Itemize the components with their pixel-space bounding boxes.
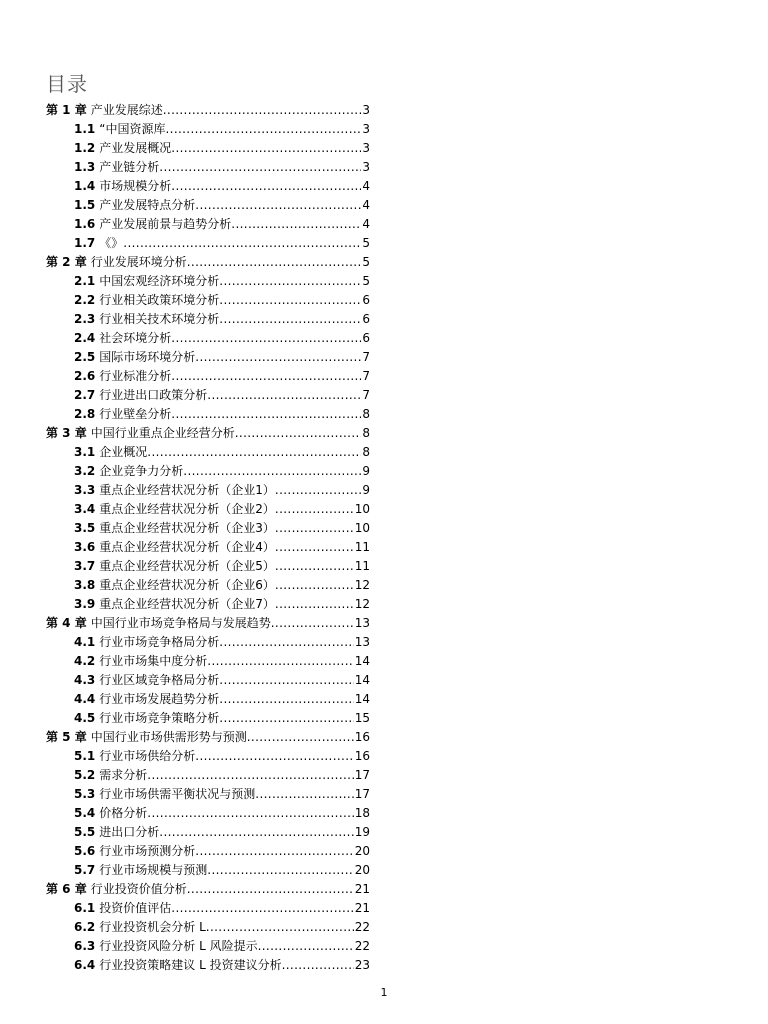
toc-entry-title: 中国行业市场竞争格局与发展趋势 bbox=[90, 616, 271, 630]
toc-entry-page: 7 bbox=[362, 388, 370, 402]
toc-section-entry[interactable] bbox=[46, 652, 370, 671]
toc-section-entry[interactable] bbox=[46, 500, 370, 519]
toc-entry-title: 中国宏观经济环境分析 bbox=[99, 274, 220, 288]
dot-leader bbox=[275, 595, 354, 614]
toc-entry-number: 第 1 章 bbox=[46, 103, 87, 117]
toc-entry-title: 企业竞争力分析 bbox=[99, 464, 184, 478]
dot-leader bbox=[275, 481, 361, 500]
toc-entry-number: 第 5 章 bbox=[46, 730, 87, 744]
toc-entry-title: 行业相关政策环境分析 bbox=[99, 293, 220, 307]
dot-leader bbox=[147, 804, 353, 823]
toc-entry-title: 企业概况 bbox=[99, 445, 148, 459]
dot-leader bbox=[171, 139, 361, 158]
toc-entry-title: 产业链分析 bbox=[99, 160, 160, 174]
toc-entry-title: 行业市场发展趋势分析 bbox=[99, 692, 220, 706]
toc-entry-number: 3.3 bbox=[74, 483, 96, 497]
toc-entry-title: 重点企业经营状况分析（企业1） bbox=[99, 483, 275, 497]
toc-entry-title: 《》 bbox=[99, 236, 124, 250]
toc-entry-page: 22 bbox=[354, 920, 370, 934]
toc-entry-number: 2.8 bbox=[74, 407, 96, 421]
toc-entry-number: 5.4 bbox=[74, 806, 96, 820]
toc-entry-page: 12 bbox=[354, 597, 370, 611]
toc-section-entry[interactable] bbox=[46, 690, 370, 709]
toc-entry-page: 6 bbox=[362, 312, 370, 326]
toc-list bbox=[46, 101, 370, 975]
toc-entry-page: 15 bbox=[354, 711, 370, 725]
toc-entry-title: 行业市场供需平衡状况与预测 bbox=[99, 787, 256, 801]
toc-entry-page: 16 bbox=[354, 749, 370, 763]
toc-entry-number: 2.6 bbox=[74, 369, 96, 383]
toc-entry-title: 行业市场供给分析 bbox=[99, 749, 196, 763]
toc-entry-number: 5.3 bbox=[74, 787, 96, 801]
toc-entry-page: 5 bbox=[362, 274, 370, 288]
toc-entry-page: 13 bbox=[354, 635, 370, 649]
toc-entry-number: 1.4 bbox=[74, 179, 96, 193]
toc-entry-number: 2.4 bbox=[74, 331, 96, 345]
toc-entry-number: 3.7 bbox=[74, 559, 96, 573]
dot-leader bbox=[207, 861, 353, 880]
toc-entry-title: “中国资源库 bbox=[99, 122, 166, 136]
toc-section-entry[interactable] bbox=[46, 747, 370, 766]
dot-leader bbox=[258, 937, 354, 956]
toc-section-entry[interactable] bbox=[46, 576, 370, 595]
toc-entry-page: 21 bbox=[354, 901, 370, 915]
dot-leader bbox=[282, 956, 354, 975]
toc-entry-number: 1.6 bbox=[74, 217, 96, 231]
toc-entry-page: 12 bbox=[354, 578, 370, 592]
toc-entry-title: 行业相关技术环境分析 bbox=[99, 312, 220, 326]
toc-entry-title: 行业标准分析 bbox=[99, 369, 172, 383]
toc-entry-title: 中国行业重点企业经营分析 bbox=[90, 426, 235, 440]
toc-entry-number: 2.3 bbox=[74, 312, 96, 326]
toc-section-entry[interactable] bbox=[46, 291, 370, 310]
toc-entry-page: 5 bbox=[362, 236, 370, 250]
toc-entry-page: 7 bbox=[362, 350, 370, 364]
toc-entry-page: 3 bbox=[362, 141, 370, 155]
dot-leader bbox=[183, 462, 361, 481]
toc-chapter-entry[interactable] bbox=[46, 880, 370, 899]
dot-leader bbox=[207, 652, 353, 671]
toc-entry-number: 3.5 bbox=[74, 521, 96, 535]
toc-entry-page: 14 bbox=[354, 692, 370, 706]
toc-section-entry[interactable] bbox=[46, 918, 370, 937]
toc-entry-title: 产业发展前景与趋势分析 bbox=[99, 217, 232, 231]
toc-section-entry[interactable] bbox=[46, 709, 370, 728]
toc-entry-title: 行业市场竞争格局分析 bbox=[99, 635, 220, 649]
dot-leader bbox=[219, 310, 361, 329]
toc-entry-number: 3.4 bbox=[74, 502, 96, 516]
toc-entry-page: 17 bbox=[354, 768, 370, 782]
dot-leader bbox=[171, 899, 353, 918]
toc-entry-title: 行业投资机会分析 L bbox=[99, 920, 206, 934]
toc-entry-number: 5.5 bbox=[74, 825, 96, 839]
dot-leader bbox=[255, 785, 353, 804]
toc-entry-title: 社会环境分析 bbox=[99, 331, 172, 345]
toc-entry-page: 20 bbox=[354, 844, 370, 858]
toc-entry-page: 19 bbox=[354, 825, 370, 839]
toc-entry-page: 9 bbox=[362, 464, 370, 478]
toc-entry-title: 价格分析 bbox=[99, 806, 148, 820]
toc-entry-title: 行业投资价值分析 bbox=[90, 882, 187, 896]
toc-entry-page: 16 bbox=[354, 730, 370, 744]
toc-entry-title: 产业发展综述 bbox=[90, 103, 163, 117]
toc-entry-title: 行业市场规模与预测 bbox=[99, 863, 208, 877]
dot-leader bbox=[275, 519, 354, 538]
toc-section-entry[interactable] bbox=[46, 671, 370, 690]
toc-entry-number: 3.1 bbox=[74, 445, 96, 459]
toc-entry-title: 重点企业经营状况分析（企业4） bbox=[99, 540, 275, 554]
toc-section-entry[interactable] bbox=[46, 177, 370, 196]
dot-leader bbox=[219, 633, 353, 652]
toc-entry-page: 3 bbox=[362, 160, 370, 174]
toc-entry-page: 4 bbox=[362, 179, 370, 193]
toc-entry-page: 5 bbox=[362, 255, 370, 269]
toc-entry-number: 1.7 bbox=[74, 236, 96, 250]
toc-entry-title: 行业市场预测分析 bbox=[99, 844, 196, 858]
toc-entry-title: 重点企业经营状况分析（企业6） bbox=[99, 578, 275, 592]
toc-section-entry[interactable] bbox=[46, 215, 370, 234]
dot-leader bbox=[171, 329, 361, 348]
toc-entry-number: 第 6 章 bbox=[46, 882, 87, 896]
toc-entry-page: 4 bbox=[362, 198, 370, 212]
toc-entry-number: 1.5 bbox=[74, 198, 96, 212]
toc-section-entry[interactable] bbox=[46, 348, 370, 367]
dot-leader bbox=[206, 918, 354, 937]
toc-section-entry[interactable] bbox=[46, 329, 370, 348]
toc-section-entry[interactable] bbox=[46, 139, 370, 158]
toc-entry-number: 2.7 bbox=[74, 388, 96, 402]
toc-section-entry[interactable] bbox=[46, 272, 370, 291]
toc-section-entry[interactable] bbox=[46, 557, 370, 576]
toc-entry-title: 行业进出口政策分析 bbox=[99, 388, 208, 402]
toc-entry-page: 11 bbox=[354, 559, 370, 573]
toc-entry-number: 5.2 bbox=[74, 768, 96, 782]
toc-entry-number: 4.4 bbox=[74, 692, 96, 706]
toc-section-entry[interactable] bbox=[46, 937, 370, 956]
toc-entry-title: 进出口分析 bbox=[99, 825, 160, 839]
toc-entry-title: 需求分析 bbox=[99, 768, 148, 782]
toc-entry-page: 20 bbox=[354, 863, 370, 877]
toc-entry-number: 4.3 bbox=[74, 673, 96, 687]
toc-entry-title: 重点企业经营状况分析（企业3） bbox=[99, 521, 275, 535]
toc-section-entry[interactable] bbox=[46, 367, 370, 386]
toc-section-entry[interactable] bbox=[46, 519, 370, 538]
dot-leader bbox=[231, 215, 361, 234]
dot-leader bbox=[171, 405, 361, 424]
toc-entry-title: 行业壁垒分析 bbox=[99, 407, 172, 421]
toc-entry-title: 行业发展环境分析 bbox=[90, 255, 187, 269]
dot-leader bbox=[275, 576, 354, 595]
toc-entry-number: 6.3 bbox=[74, 939, 96, 953]
dot-leader bbox=[187, 880, 354, 899]
toc-section-entry[interactable] bbox=[46, 899, 370, 918]
toc-entry-page: 11 bbox=[354, 540, 370, 554]
toc-entry-title: 行业区域竞争格局分析 bbox=[99, 673, 220, 687]
toc-section-entry[interactable] bbox=[46, 462, 370, 481]
dot-leader bbox=[147, 766, 353, 785]
toc-entry-number: 4.2 bbox=[74, 654, 96, 668]
toc-entry-number: 1.3 bbox=[74, 160, 96, 174]
toc-entry-page: 7 bbox=[362, 369, 370, 383]
dot-leader bbox=[171, 177, 361, 196]
dot-leader bbox=[235, 424, 362, 443]
dot-leader bbox=[195, 747, 353, 766]
toc-section-entry[interactable] bbox=[46, 234, 370, 253]
toc-section-entry[interactable] bbox=[46, 823, 370, 842]
toc-entry-number: 6.1 bbox=[74, 901, 96, 915]
toc-entry-title: 重点企业经营状况分析（企业2） bbox=[99, 502, 275, 516]
toc-chapter-entry[interactable] bbox=[46, 424, 370, 443]
toc-entry-number: 第 3 章 bbox=[46, 426, 87, 440]
dot-leader bbox=[219, 671, 353, 690]
toc-chapter-entry[interactable] bbox=[46, 614, 370, 633]
toc-entry-page: 6 bbox=[362, 331, 370, 345]
dot-leader bbox=[195, 196, 361, 215]
toc-section-entry[interactable] bbox=[46, 405, 370, 424]
toc-section-entry[interactable] bbox=[46, 766, 370, 785]
toc-entry-page: 3 bbox=[362, 122, 370, 136]
toc-entry-page: 23 bbox=[354, 958, 370, 972]
toc-entry-number: 5.7 bbox=[74, 863, 96, 877]
toc-entry-page: 21 bbox=[354, 882, 370, 896]
dot-leader bbox=[275, 538, 354, 557]
toc-entry-number: 3.2 bbox=[74, 464, 96, 478]
dot-leader bbox=[275, 557, 354, 576]
toc-chapter-entry[interactable] bbox=[46, 728, 370, 747]
toc-entry-number: 1.1 bbox=[74, 122, 96, 136]
dot-leader bbox=[187, 253, 362, 272]
toc-section-entry[interactable] bbox=[46, 804, 370, 823]
toc-entry-title: 行业投资风险分析 L 风险提示 bbox=[99, 939, 258, 953]
toc-section-entry[interactable] bbox=[46, 595, 370, 614]
toc-title: 目录 bbox=[46, 72, 88, 96]
dot-leader bbox=[219, 291, 361, 310]
dot-leader bbox=[247, 728, 354, 747]
dot-leader bbox=[219, 690, 353, 709]
toc-entry-title: 行业市场竞争策略分析 bbox=[99, 711, 220, 725]
toc-section-entry[interactable] bbox=[46, 120, 370, 139]
page-number: 1 bbox=[380, 986, 388, 999]
toc-section-entry[interactable] bbox=[46, 861, 370, 880]
toc-chapter-entry[interactable] bbox=[46, 101, 370, 120]
toc-entry-page: 3 bbox=[362, 103, 370, 117]
toc-entry-title: 国际市场环境分析 bbox=[99, 350, 196, 364]
toc-section-entry[interactable] bbox=[46, 538, 370, 557]
dot-leader bbox=[165, 120, 361, 139]
toc-entry-title: 重点企业经营状况分析（企业7） bbox=[99, 597, 275, 611]
toc-section-entry[interactable] bbox=[46, 481, 370, 500]
toc-entry-number: 4.1 bbox=[74, 635, 96, 649]
toc-chapter-entry[interactable] bbox=[46, 253, 370, 272]
toc-entry-number: 2.1 bbox=[74, 274, 96, 288]
toc-entry-number: 6.2 bbox=[74, 920, 96, 934]
dot-leader bbox=[159, 158, 361, 177]
toc-entry-number: 3.9 bbox=[74, 597, 96, 611]
toc-section-entry[interactable] bbox=[46, 196, 370, 215]
toc-entry-page: 9 bbox=[362, 483, 370, 497]
toc-entry-page: 8 bbox=[362, 426, 370, 440]
toc-entry-page: 22 bbox=[354, 939, 370, 953]
dot-leader bbox=[123, 234, 361, 253]
dot-leader bbox=[219, 272, 361, 291]
toc-entry-title: 行业市场集中度分析 bbox=[99, 654, 208, 668]
toc-entry-page: 14 bbox=[354, 673, 370, 687]
toc-entry-number: 5.1 bbox=[74, 749, 96, 763]
toc-section-entry[interactable] bbox=[46, 956, 370, 975]
toc-entry-title: 市场规模分析 bbox=[99, 179, 172, 193]
toc-entry-page: 6 bbox=[362, 293, 370, 307]
toc-entry-page: 10 bbox=[354, 502, 370, 516]
toc-entry-page: 18 bbox=[354, 806, 370, 820]
dot-leader bbox=[171, 367, 361, 386]
dot-leader bbox=[163, 101, 362, 120]
toc-entry-number: 5.6 bbox=[74, 844, 96, 858]
toc-entry-page: 14 bbox=[354, 654, 370, 668]
dot-leader bbox=[195, 348, 361, 367]
toc-entry-page: 8 bbox=[362, 445, 370, 459]
toc-entry-page: 17 bbox=[354, 787, 370, 801]
toc-entry-number: 1.2 bbox=[74, 141, 96, 155]
toc-entry-number: 2.2 bbox=[74, 293, 96, 307]
toc-entry-title: 产业发展概况 bbox=[99, 141, 172, 155]
toc-section-entry[interactable] bbox=[46, 158, 370, 177]
toc-section-entry[interactable] bbox=[46, 785, 370, 804]
toc-entry-page: 13 bbox=[354, 616, 370, 630]
toc-entry-title: 产业发展特点分析 bbox=[99, 198, 196, 212]
toc-entry-title: 行业投资策略建议 L 投资建议分析 bbox=[99, 958, 282, 972]
toc-entry-title: 中国行业市场供需形势与预测 bbox=[90, 730, 247, 744]
dot-leader bbox=[275, 500, 354, 519]
toc-entry-number: 第 4 章 bbox=[46, 616, 87, 630]
toc-entry-page: 10 bbox=[354, 521, 370, 535]
toc-entry-number: 2.5 bbox=[74, 350, 96, 364]
toc-section-entry[interactable] bbox=[46, 386, 370, 405]
toc-entry-number: 4.5 bbox=[74, 711, 96, 725]
toc-section-entry[interactable] bbox=[46, 310, 370, 329]
dot-leader bbox=[271, 614, 354, 633]
toc-entry-page: 8 bbox=[362, 407, 370, 421]
toc-entry-number: 3.8 bbox=[74, 578, 96, 592]
toc-section-entry[interactable] bbox=[46, 443, 370, 462]
dot-leader bbox=[219, 709, 353, 728]
toc-entry-title: 投资价值评估 bbox=[99, 901, 172, 915]
toc-section-entry[interactable] bbox=[46, 633, 370, 652]
dot-leader bbox=[147, 443, 361, 462]
toc-entry-number: 3.6 bbox=[74, 540, 96, 554]
dot-leader bbox=[195, 842, 353, 861]
dot-leader bbox=[159, 823, 353, 842]
toc-entry-number: 6.4 bbox=[74, 958, 96, 972]
toc-section-entry[interactable] bbox=[46, 842, 370, 861]
toc-entry-page: 4 bbox=[362, 217, 370, 231]
dot-leader bbox=[207, 386, 361, 405]
toc-entry-number: 第 2 章 bbox=[46, 255, 87, 269]
toc-entry-title: 重点企业经营状况分析（企业5） bbox=[99, 559, 275, 573]
